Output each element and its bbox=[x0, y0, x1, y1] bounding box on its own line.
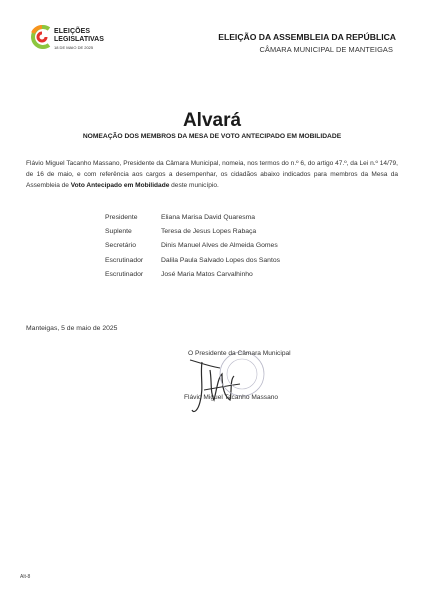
intro-text-part2: deste município. bbox=[169, 182, 219, 190]
header-title: ELEIÇÃO DA ASSEMBLEIA DA REPÚBLICA bbox=[218, 32, 396, 42]
document-subtitle: NOMEAÇÃO DOS MEMBROS DA MESA DE VOTO ANTECIPADO EM MOBILIDADE bbox=[82, 133, 342, 140]
members-list bbox=[105, 210, 280, 281]
intro-text-part1: Flávio Miguel Tacanho Massano, Presidente da Câmara Municipal, nomeia, nos termos do n.º 6, do artigo 47.º, da Lei n.º 14/79, de 16 de maio, e com referência aos cargos a desempenhar, os cidadãos abaixo indicados para membros da Mesa da Assembleia de bbox=[26, 160, 398, 190]
signature-role: O Presidente da Câmara Municipal bbox=[188, 350, 291, 357]
member-row bbox=[105, 224, 280, 238]
elections-logo bbox=[30, 24, 120, 64]
signature-block bbox=[160, 340, 340, 420]
signature-name: Flávio Miguel Tacanho Massano bbox=[184, 394, 279, 401]
member-name: Dalila Paula Salvado Lopes dos Santos bbox=[161, 256, 281, 264]
member-row bbox=[105, 253, 280, 267]
member-name: Dinis Manuel Alves de Almeida Gomes bbox=[161, 242, 278, 250]
document-code: Alt-8 bbox=[20, 574, 31, 580]
intro-paragraph bbox=[26, 158, 398, 192]
member-row bbox=[105, 210, 280, 224]
header-subtitle: CÂMARA MUNICIPAL DE MANTEIGAS bbox=[259, 45, 393, 54]
member-row bbox=[105, 239, 280, 253]
member-role: Escrutinador bbox=[105, 270, 144, 278]
member-role: Secretário bbox=[105, 242, 136, 250]
logo-text-line2: LEGISLATIVAS bbox=[54, 36, 104, 43]
member-name: Eliana Marisa David Quaresma bbox=[161, 213, 256, 221]
place-date: Manteigas, 5 de maio de 2025 bbox=[26, 325, 118, 332]
document-title: Alvará bbox=[182, 110, 242, 131]
logo-date: 18 DE MAIO DE 2025 bbox=[54, 45, 94, 50]
logo-emblem-icon bbox=[30, 24, 54, 50]
member-name: Teresa de Jesus Lopes Rabaça bbox=[161, 227, 257, 235]
intro-text-bold: Voto Antecipado em Mobilidade bbox=[70, 182, 170, 190]
member-row bbox=[105, 267, 280, 281]
member-role: Presidente bbox=[105, 213, 138, 221]
member-role: Escrutinador bbox=[105, 256, 144, 264]
member-name: José Maria Matos Carvalhinho bbox=[161, 270, 253, 278]
logo-text-line1: ELEIÇÕES bbox=[54, 28, 91, 35]
member-role: Suplente bbox=[105, 227, 132, 235]
